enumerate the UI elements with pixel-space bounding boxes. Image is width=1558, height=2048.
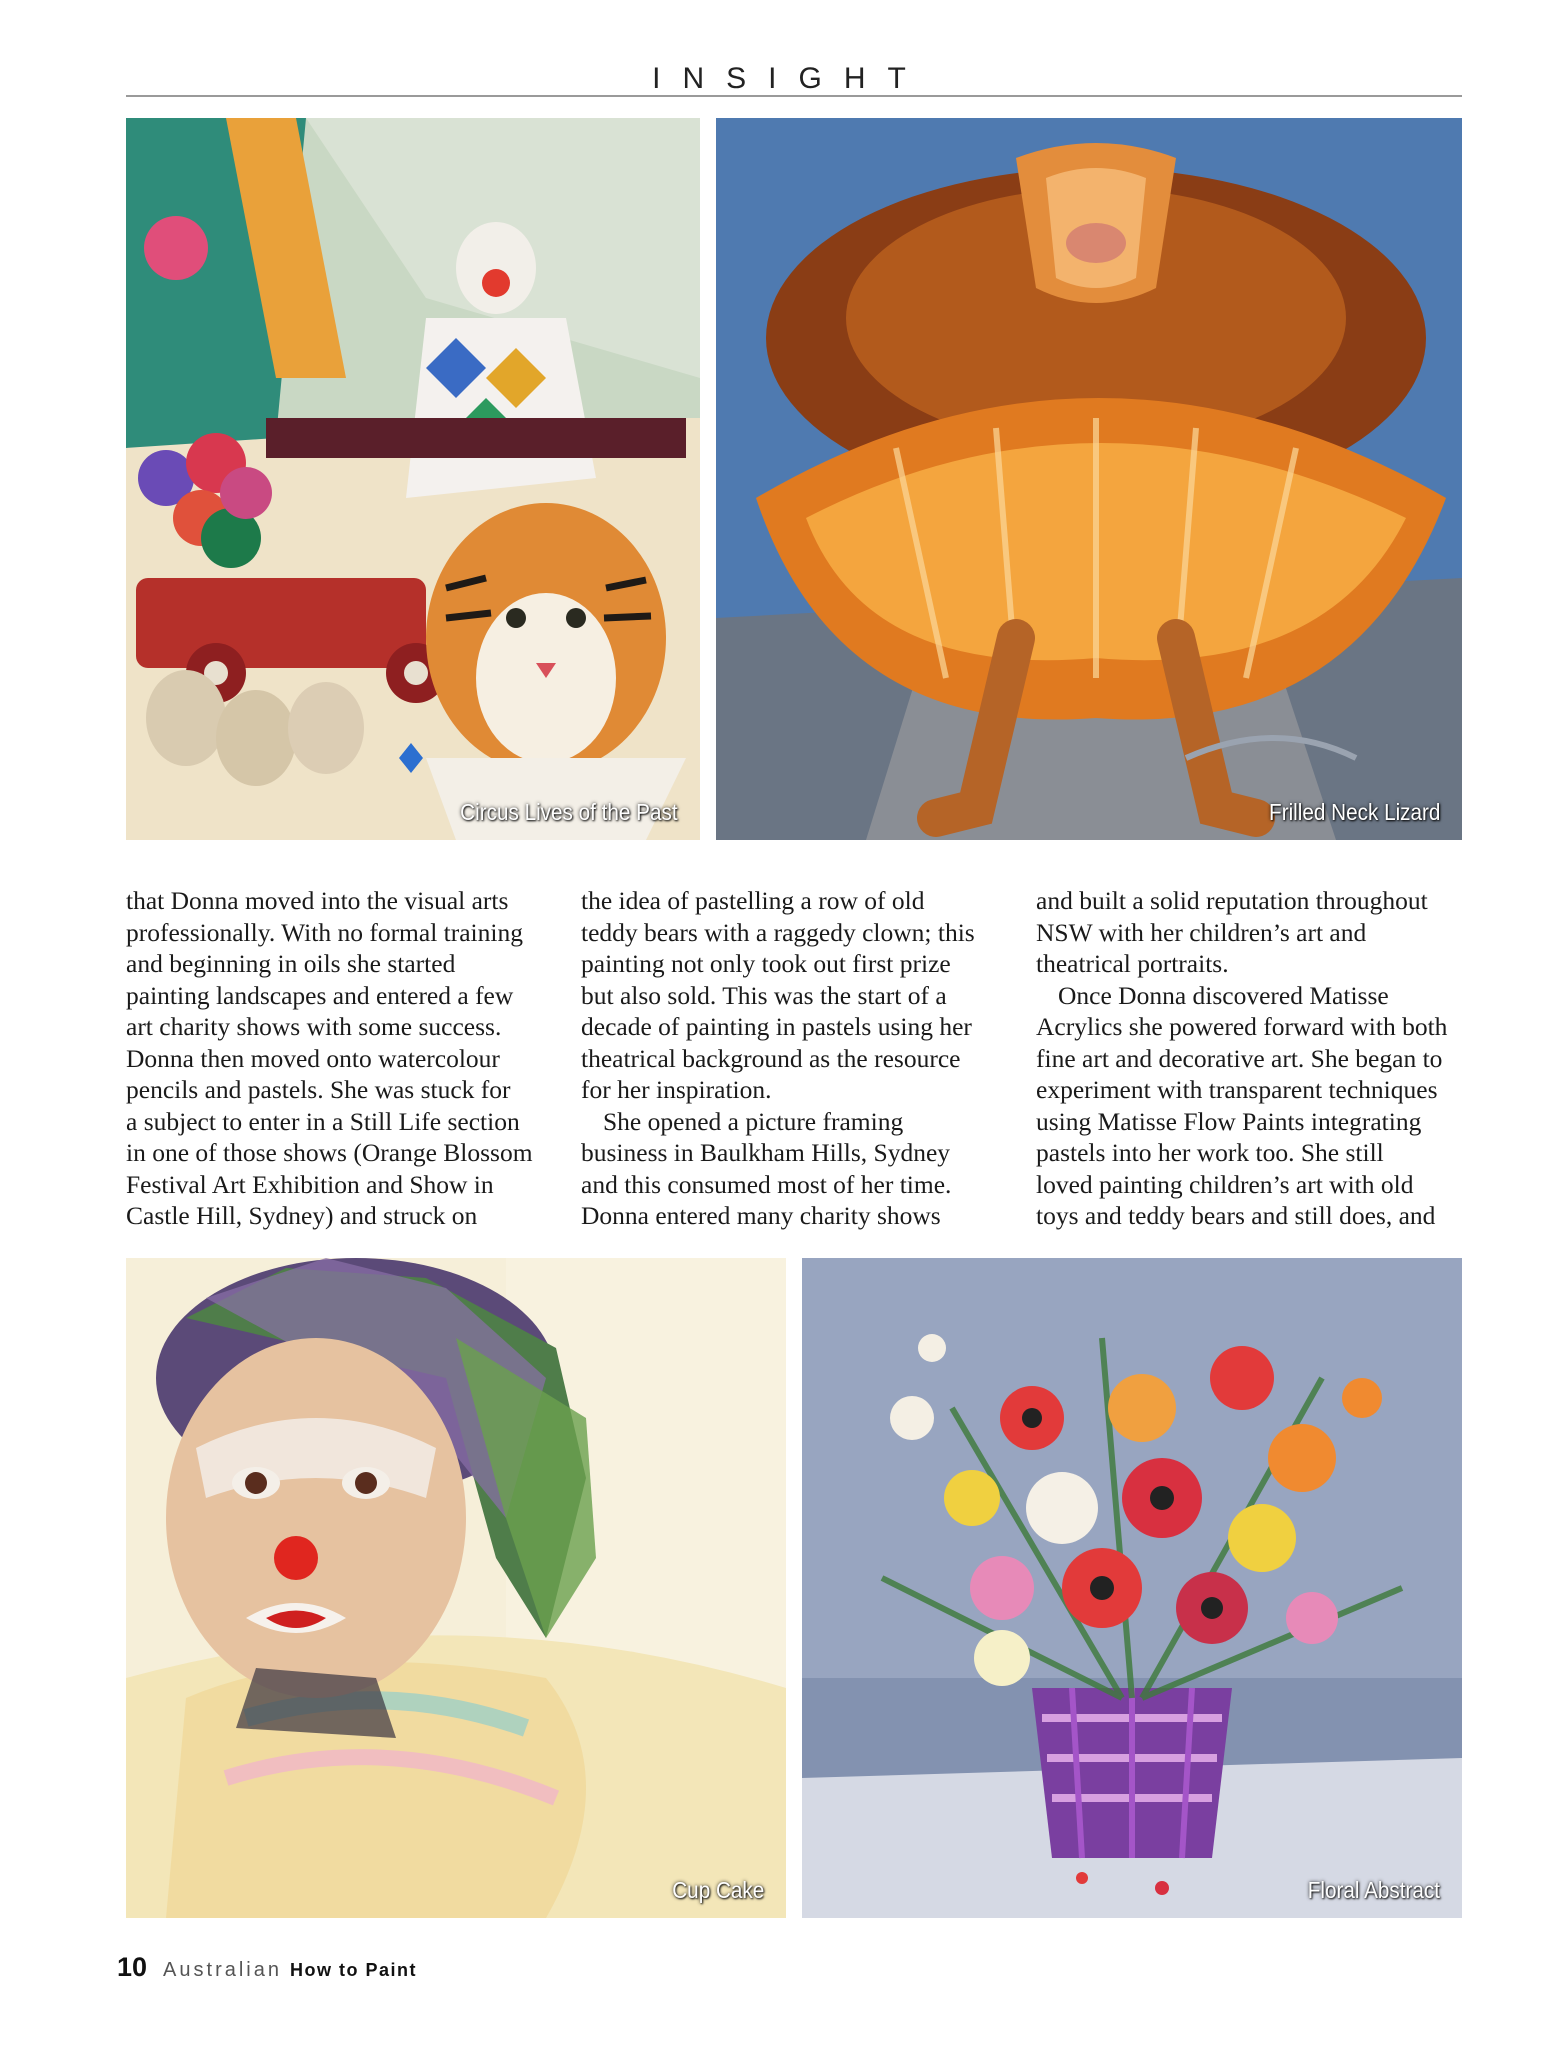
article-column-1 (126, 885, 558, 1232)
section-header: INSIGHT (652, 62, 928, 95)
article-paragraph: Once Donna discovered Matisse Acrylics she powered forward with both fine art and decorative art. She began to experiment with transparent techniques using Matisse Flow Paints integrating pastels into her work too. She still loved painting children’s art with old toys and teddy bears and still does, and (1036, 980, 1448, 1230)
magazine-prefix: Australian (163, 1959, 282, 1981)
page-number: 10 (117, 1952, 148, 1982)
painting-circus-art (126, 118, 700, 840)
painting-floral-art (802, 1258, 1462, 1918)
caption-cupcake: Cup Cake (671, 1877, 764, 1903)
header-rule (126, 95, 1462, 97)
article-column-3 (1036, 885, 1462, 1232)
painting-cupcake (126, 1258, 786, 1918)
painting-circus (126, 118, 700, 840)
caption-lizard: Frilled Neck Lizard (1268, 799, 1440, 825)
page-footer (117, 1952, 417, 1983)
painting-lizard (716, 118, 1462, 840)
painting-lizard-art (716, 118, 1462, 840)
article-paragraph: the idea of pastelling a row of old teddy bears with a raggedy clown; this painting not only took out first prize but also sold. This was the start of a decade of painting in pastels using her theatrical background as the resource for her inspiration. (581, 886, 975, 1104)
painting-cupcake-art (126, 1258, 786, 1918)
caption-floral: Floral Abstract (1307, 1877, 1440, 1903)
article-column-2 (581, 885, 1013, 1232)
painting-floral (802, 1258, 1462, 1918)
magazine-title: How to Paint (289, 1960, 417, 1980)
article-paragraph: that Donna moved into the visual arts professionally. With no formal training and beginning in oils she started painting landscapes and entered a few art charity shows with some success. Donna then moved onto watercolour pencils and pastels. She was stuck for a subject to enter in a Still Life section in one of those shows (Orange Blossom Festival Art Exhibition and Show in Castle Hill, Sydney) and struck on (126, 886, 533, 1230)
article-paragraph: She opened a picture framing business in Baulkham Hills, Sydney and this consumed most of her time. Donna entered many charity shows (581, 1106, 952, 1230)
article-paragraph: and built a solid reputation throughout NSW with her children’s art and theatrical portraits. (1036, 886, 1428, 978)
caption-circus: Circus Lives of the Past (460, 799, 678, 825)
